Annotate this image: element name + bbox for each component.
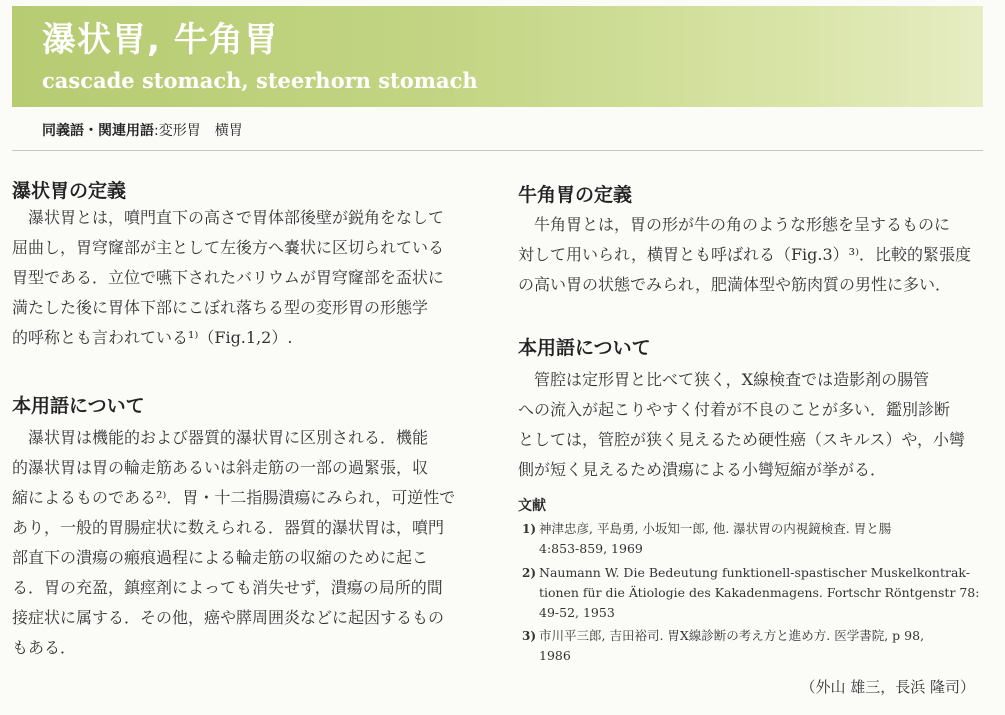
page-subtitle: cascade stomach, steerhorn stomach <box>42 68 478 93</box>
reference-item <box>522 626 924 666</box>
text-line: 瀑状胃は機能的および器質的瀑状胃に区別される．機能 <box>12 428 429 447</box>
text-line: 牛角胃とは，胃の形が牛の角のような形態を呈するものに <box>518 215 951 234</box>
reference-number: 1) <box>522 522 537 536</box>
text-line: 的呼称とも言われている¹⁾（Fig.1,2）. <box>12 328 293 347</box>
left-term-heading: 本用語について <box>12 395 145 417</box>
text-line: 瀑状胃とは，噴門直下の高さで胃体部後壁が鋭角をなして <box>12 208 445 227</box>
text-line: 対して用いられ，横胃とも呼ばれる（Fig.3）³⁾．比較的緊張度 <box>518 245 972 264</box>
reference-number: 3) <box>522 629 537 643</box>
right-term-text <box>518 365 983 485</box>
text-line: としては，管腔が狭く見えるため硬性癌（スキルス）や，小彎 <box>518 430 966 449</box>
reference-line: 1986 <box>539 648 571 663</box>
reference-item <box>522 519 891 559</box>
text-line: 側が短く見えるため潰瘍による小彎短縮が挙がる． <box>518 460 887 479</box>
text-line: 縮によるものである²⁾．胃・十二指腸潰瘍にみられ，可逆性で <box>12 488 456 507</box>
text-line: 部直下の潰瘍の瘢痕過程による輪走筋の収縮のために起こ <box>12 548 429 567</box>
title-banner <box>12 6 983 107</box>
text-line: 管腔は定形胃と比べて狭く，X線検査では造影剤の腸管 <box>518 370 930 389</box>
reference-line: Naumann W. Die Bedeutung funktionell-spastischer Muskelkontrak- <box>539 565 970 580</box>
page-title: 瀑状胃, 牛角胃 <box>42 20 279 60</box>
reference-line: 神津忠彦, 平島勇, 小坂知一郎, 他. 瀑状胃の内視鏡検査. 胃と腸 <box>539 521 892 536</box>
reference-item <box>522 563 980 623</box>
left-term-text <box>12 423 474 663</box>
header-divider <box>12 150 983 151</box>
text-line: もある． <box>12 638 77 657</box>
text-line: 的瀑状胃は胃の輪走筋あるいは斜走筋の一部の過緊張，収 <box>12 458 429 477</box>
reference-line: 4:853-859, 1969 <box>539 541 643 556</box>
text-line: る．胃の充盈，鎮痙剤によっても消失せず，潰瘍の局所的間 <box>12 578 443 597</box>
text-line: あり，一般的胃腸症状に数えられる．器質的瀑状胃は，噴門 <box>12 518 445 537</box>
right-definition-text <box>518 210 983 300</box>
references-title: 文献 <box>518 498 546 514</box>
right-definition-heading: 牛角胃の定義 <box>518 184 633 206</box>
synonyms-value: :変形胃 横胃 <box>154 123 243 139</box>
right-term-heading: 本用語について <box>518 337 651 359</box>
text-line: 接症状に属する．その他，癌や膵周囲炎などに起因するもの <box>12 608 445 627</box>
text-line: への流入が起こりやすく付着が不良のことが多い．鑑別診断 <box>518 400 951 419</box>
left-definition-text <box>12 203 474 353</box>
reference-number: 2) <box>522 566 537 580</box>
text-line: 満たした後に胃体下部にこぼれ落ちる型の変形胃の形態学 <box>12 298 429 317</box>
text-line: 胃型である．立位で嚥下されたバリウムが胃穹窿部を盃状に <box>12 268 444 287</box>
synonyms-line <box>42 120 243 140</box>
reference-line: 49-52, 1953 <box>539 605 615 620</box>
left-definition-heading: 瀑状胃の定義 <box>12 180 127 202</box>
text-line: 屈曲し，胃穹窿部が主として左後方へ嚢状に区切られている <box>12 238 445 257</box>
text-line: の高い胃の状態でみられ，肥満体型や筋肉質の男性に多い． <box>518 275 951 294</box>
author-credit: （外山 雄三，長浜 隆司） <box>800 678 975 696</box>
reference-line: 市川平三郎, 吉田裕司. 胃X線診断の考え方と進め方. 医学書院, p 98, <box>539 628 925 643</box>
synonyms-label: 同義語・関連用語 <box>42 123 154 139</box>
reference-line: tionen für die Ätiologie des Kakadenmagens. Fortschr Röntgenstr 78: <box>539 585 980 600</box>
